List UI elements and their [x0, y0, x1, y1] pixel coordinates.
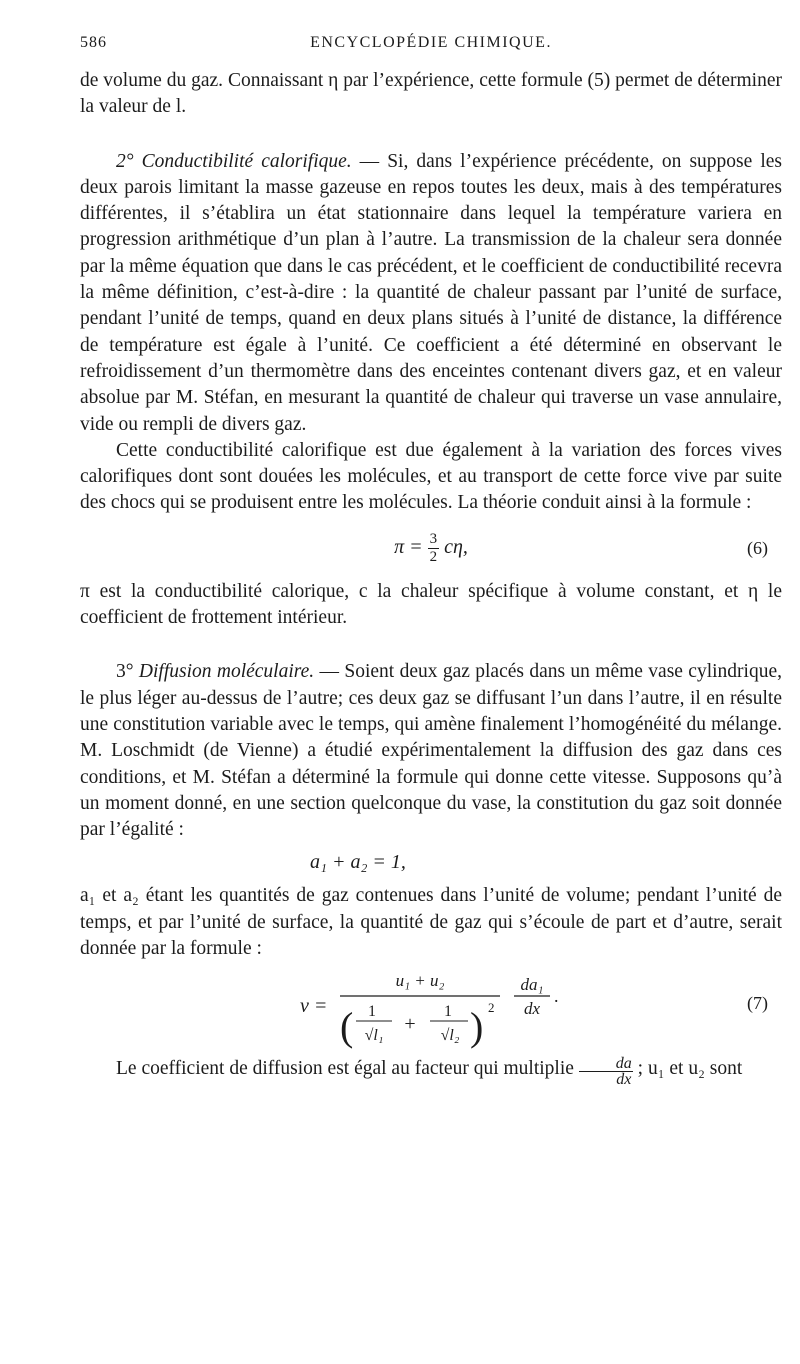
paragraph-quantites: a₁ et a₂ étant les quantités de gaz contenues dans l’unité de volume; pendant l’unité de temps, et par l’unité de surface, la quantité de gaz qui s’écoule de part et d’autre, serait donnée par la formule : — [80, 885, 782, 960]
equation-7-one-b: 1 — [444, 1003, 452, 1021]
equation-7-one-a: 1 — [368, 1003, 376, 1021]
body-text — [80, 68, 782, 1087]
paragraph-1: de volume du gaz. Connaissant η par l’expérience, cette formule (5) permet de déterminer la valeur de l. — [80, 70, 782, 118]
section-heading-conductibilite: 2° Conductibilité calorifique. — [116, 150, 352, 172]
equation-7-plus: + — [404, 1013, 416, 1036]
equation-7-left-paren: ( — [340, 1004, 354, 1050]
inline-fraction — [579, 1056, 633, 1087]
paragraph-theorie: Cette conductibilité calorifique est due également à la variation des forces vives calorifiques dont sont douées les molécules, et au transport de cette force vive par suite des chocs qui se produisent entre les molécules. La théorie conduit ainsi à la formule : — [80, 439, 782, 514]
inline-fraction-denominator: dx — [616, 1071, 632, 1089]
equation-6-numerator: 3 — [429, 530, 438, 547]
equation-7-dot: . — [554, 986, 559, 1007]
paragraph-coefficient — [80, 1056, 782, 1087]
inline-fraction-numerator: da — [579, 1056, 633, 1072]
equation-7-denom-a: √l₁ — [364, 1027, 384, 1045]
equation-7-exponent: 2 — [488, 1000, 495, 1016]
paragraph-definitions: π est la conductibilité calorique, c la chaleur spécifique à volume constant, et η le coefficient de frottement intérieur. — [80, 580, 782, 629]
equation-7-diff-numerator: da₁ — [520, 975, 544, 995]
equation-7-number: (7) — [747, 993, 768, 1014]
page-number: 586 — [80, 34, 107, 51]
equation-6-fraction — [428, 531, 440, 566]
paragraph-diffusion — [80, 659, 782, 843]
equation-sum-formula: a₁ + a₂ = 1, — [310, 851, 406, 874]
equation-sum — [80, 845, 782, 881]
paragraph-diffusion-body: — Soient deux gaz placés dans un même vase cylindrique, le plus léger au-dessus de l’autre; ces deux gaz se diffusant l’un dans l’autre, il en résulte une constitution variable avec le temps, qui amène finalement l’homogénéité du mélange. M. Loschmidt (de Vienne) a étudié expérimentalement la diffusion des gaz dans ces conditions, et M. Stéfan a déterminé la formule qui donne cette vitesse. Supposons qu’à un moment donné, en une section quelconque du vase, la constitution du gaz soit donnée par l’égalité : — [80, 661, 782, 841]
equation-6 — [80, 523, 782, 573]
section-number-diffusion: 3° — [116, 661, 139, 683]
equation-6-lhs: π = — [394, 535, 428, 558]
equation-7-diff-denominator: dx — [523, 999, 541, 1019]
equation-7-right-paren: ) — [470, 1004, 484, 1050]
equation-6-denominator: 2 — [429, 548, 438, 565]
equation-6-number: (6) — [747, 537, 768, 558]
equation-7-denom-b: √l₂ — [440, 1027, 460, 1045]
equation-6-rhs: cη, — [444, 535, 468, 558]
equation-7 — [80, 966, 782, 1050]
paragraph-conductibilite — [80, 149, 782, 438]
equation-7-numerator: u₁ + u₂ — [395, 971, 445, 991]
equation-6-formula — [80, 531, 782, 566]
page-header — [80, 34, 782, 58]
running-title: ENCYCLOPÉDIE CHIMIQUE. — [310, 34, 552, 51]
equation-7-formula — [300, 966, 640, 1050]
paragraph-coefficient-end: ; u₁ et u₂ sont — [632, 1058, 743, 1080]
equation-7-lhs: v = — [300, 995, 328, 1018]
paragraph-coefficient-start: Le coefficient de diffusion est égal au facteur qui multiplie — [116, 1058, 579, 1080]
paragraph-conductibilite-body: — Si, dans l’expérience précédente, on suppose les deux parois limitant la masse gazeuse en repos toutes les deux, mais à des températures différentes, il s’établira un état stationnaire dans lequel la température variera en progression arithmétique d’un plan à l’autre. La transmission de la chaleur sera donnée par la même équation que dans le cas précédent, et le coefficient de conductibilité recevra la même définition, c’est-à-dire : la quantité de chaleur passant par l’unité de surface, pendant l’unité de temps, quand en deux plans situés à l’unité de distance, la différence de température est égale à l’unité. Ce coefficient a été déterminé en observant le refroidissement d’un thermomètre dans des enceintes contenant divers gaz, et en valeur absolue par M. Stéfan, en mesurant la quantité de chaleur qui traverse un vase annulaire, vide ou rempli de divers gaz. — [80, 150, 782, 435]
section-heading-diffusion: Diffusion moléculaire. — [138, 661, 315, 683]
